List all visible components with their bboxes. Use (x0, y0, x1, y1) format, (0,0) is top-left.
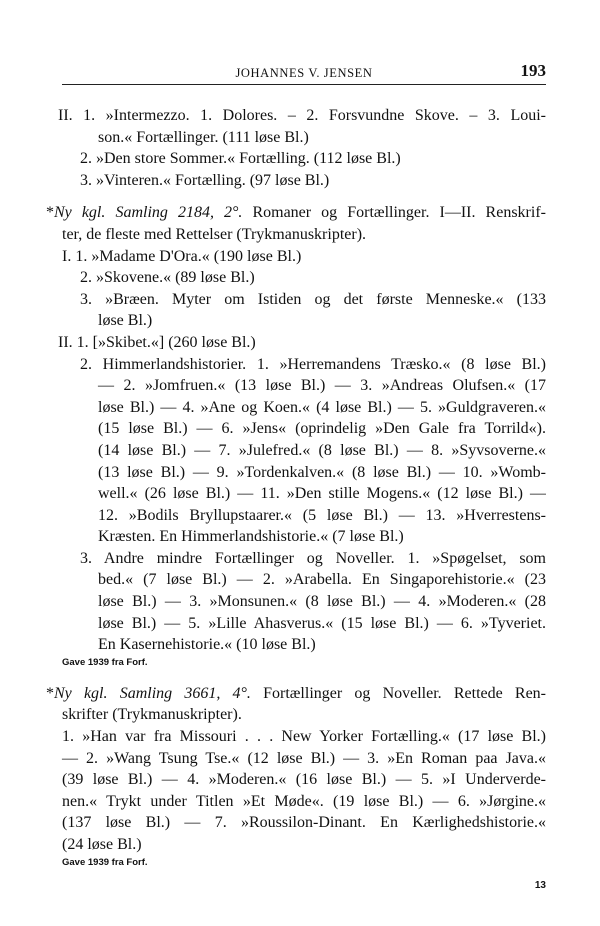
running-head: JOHANNES V. JENSEN (235, 66, 373, 80)
text-line: (24 løse Bl.) (62, 836, 142, 853)
text-line: 2. »Den store Sommer.« Fortælling. (112 løse Bl.) (80, 150, 401, 168)
spacer (46, 191, 546, 202)
entry-heading: *Ny kgl. Samling 3661, 4°. Fortællinger og Noveller. Rettede Ren- (46, 684, 546, 702)
text-line: (15 løse Bl.) — 6. »Jens« (oprindelig »Den Gale fra Torrild«). (98, 420, 546, 438)
text-line: 3. »Bræen. Myter om Istiden og det første Menneske.« (133 (80, 290, 546, 308)
text-line: 1. »Han var fra Missouri . . . New Yorker Fortælling.« (17 løse Bl.) (62, 728, 546, 746)
entry-heading-line (46, 202, 546, 224)
text-line: En Kasernehistorie.« (10 løse Bl.) (98, 636, 316, 654)
signature-mark: 13 (534, 880, 546, 891)
text-line: son.« Fortællinger. (111 løse Bl.) (98, 128, 309, 146)
text-line: (137 løse Bl.) — 7. »Roussilon-Dinant. En Kærlighedshistorie.« (62, 814, 546, 832)
text-line: II. 1. [»Skibet.«] (260 løse Bl.) (58, 333, 256, 351)
text-line: — 2. »Jomfruen.« (13 løse Bl.) — 3. »Andreas Olufsen.« (17 (98, 377, 546, 395)
text-line: well.« (26 løse Bl.) — 11. »Den stille Mogens.« (12 løse Bl.) — (98, 485, 546, 503)
text-line: 12. »Bodils Bryllupstaarer.« (5 løse Bl.) — 13. »Hverrestens- (98, 506, 546, 524)
page-number: 193 (520, 61, 546, 80)
provenance-note: Gave 1939 fra Forf. (62, 856, 148, 868)
text-line: ter, de fleste med Rettelser (Trykmanuskripter). (62, 225, 367, 243)
text-line: II. 1. »Intermezzo. 1. Dolores. – 2. Forsvundne Skove. – 3. Loui- (58, 107, 546, 124)
spacer (46, 672, 546, 683)
provenance-note: Gave 1939 fra Forf. (62, 656, 148, 668)
text-line: Kræsten. En Himmerlandshistorie.« (7 løse Bl.) (98, 528, 404, 546)
text-line: 2. »Skovene.« (89 løse Bl.) (80, 269, 255, 287)
text-line: — 2. »Wang Tsung Tse.« (12 løse Bl.) — 3. »En Roman paa Java.« (62, 749, 546, 767)
page-header (62, 61, 546, 86)
header-rule (62, 84, 546, 85)
text-line: løse Bl.) (98, 312, 153, 330)
text-line: 3. Andre mindre Fortællinger og Noveller. 1. »Spøgelset, som (80, 549, 546, 567)
text-line: (13 løse Bl.) — 9. »Tordenkalven.« (8 løse Bl.) — 10. »Womb- (98, 463, 546, 481)
text-line: nen.« Trykt under Titlen »Et Møde«. (19 løse Bl.) — 6. »Jørgine.« (62, 792, 546, 810)
text-line: (39 løse Bl.) — 4. »Moderen.« (16 løse Bl.) — 5. »I Underverde- (62, 771, 546, 789)
text-line: 3. »Vinteren.« Fortælling. (97 løse Bl.) (80, 171, 330, 189)
text-line: (14 løse Bl.) — 7. »Julefred.« (8 løse Bl.) — 8. »Syvsoverne.« (98, 441, 546, 459)
entry-heading: *Ny kgl. Samling 2184, 2°. Romaner og Fortællinger. I—II. Renskrif- (46, 204, 546, 222)
text-line: løse Bl.) — 3. »Monsunen.« (8 løse Bl.) — 4. »Moderen.« (28 (98, 593, 546, 611)
text-line: skrifter (Trykmanuskripter). (62, 706, 242, 724)
text-line: løse Bl.) — 5. »Lille Ahasverus.« (15 løse Bl.) — 6. »Tyveriet. (98, 614, 546, 632)
text-line: løse Bl.) — 4. »Ane og Koen.« (4 løse Bl.) — 5. »Guldgraveren.« (98, 398, 546, 416)
text-line: bed.« (7 løse Bl.) — 2. »Arabella. En Singaporehistorie.« (23 (98, 571, 546, 589)
text-line: I. 1. »Madame D'Ora.« (190 løse Bl.) (62, 247, 302, 265)
entry-heading-line (46, 683, 546, 705)
catalogue-body (46, 105, 546, 872)
text-line: 2. Himmerlandshistorier. 1. »Herremandens Træsko.« (8 løse Bl.) (80, 355, 546, 373)
